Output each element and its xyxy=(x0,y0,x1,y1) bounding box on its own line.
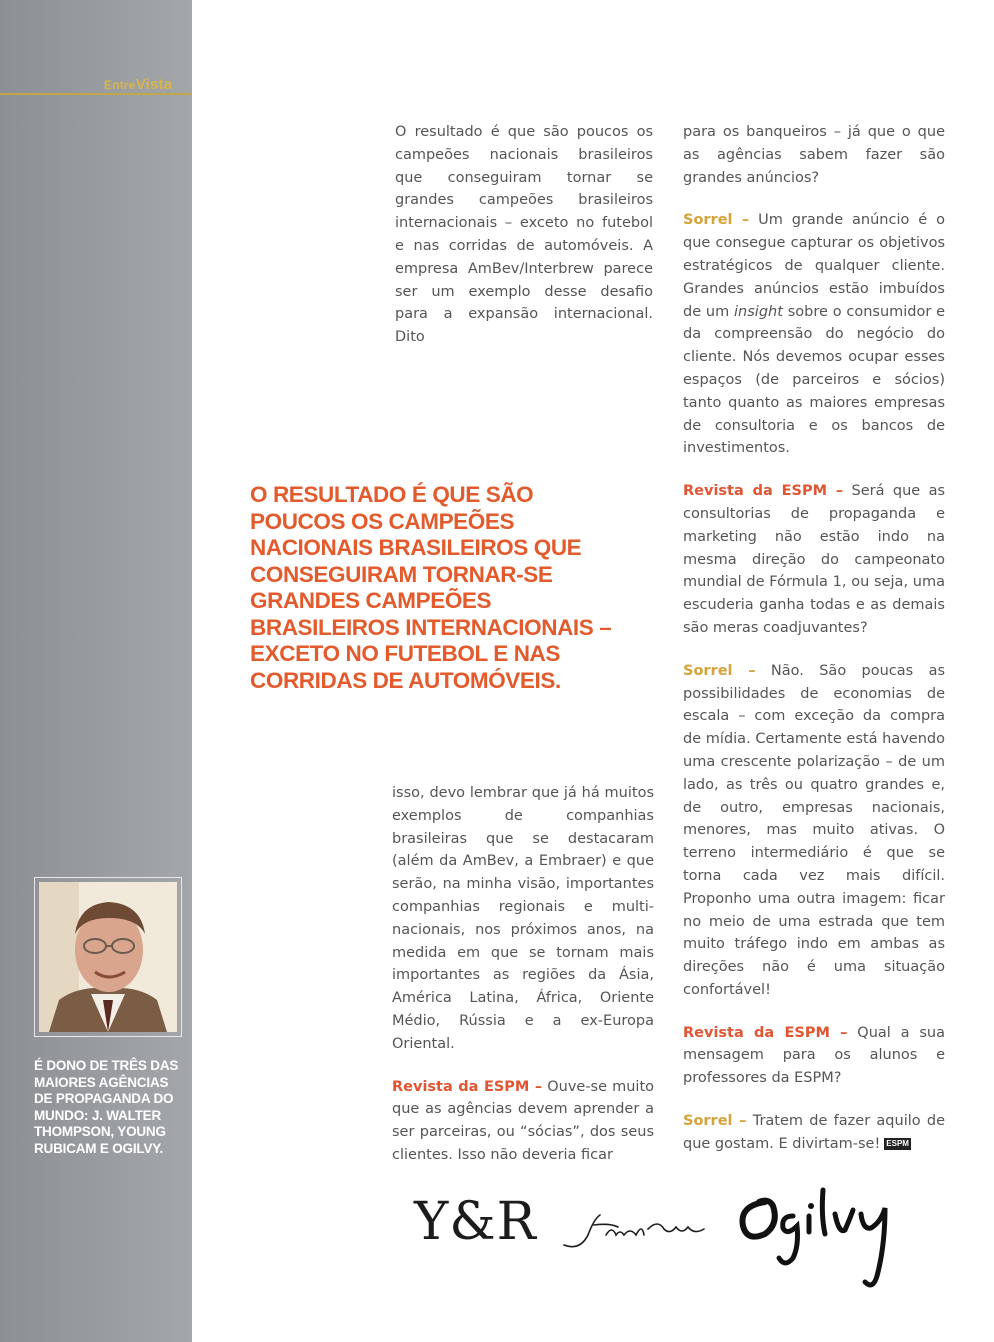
answer-label: Sorrel – xyxy=(683,212,750,229)
question-label: Revista da ESPM – xyxy=(683,483,844,500)
question-paragraph xyxy=(392,1076,654,1167)
question-label: Revista da ESPM – xyxy=(683,1024,848,1041)
logo-ogilvy-signature-icon xyxy=(735,1186,905,1296)
answer-paragraph xyxy=(683,1110,945,1156)
answer-italic: insight xyxy=(734,303,783,320)
question-text: Ouve-se muito que as agências devem aprender a ser parceiras, ou “sócias”, dos seus clientes. Isso não deveria ficar xyxy=(392,1078,655,1163)
portrait-icon xyxy=(39,882,177,1032)
answer-paragraph xyxy=(683,209,945,460)
column-1-bottom xyxy=(392,782,654,1167)
column-2 xyxy=(683,121,945,1156)
pull-quote: O RESULTADO É QUE SÃO POUCOS OS CAMPEÕES NACIONAIS BRASILEIROS QUE CONSEGUIRAM TORNAR-SE GRANDES CAMPEÕES BRASILEIROS INTERNACIONAIS – EXCETO NO FUTEBOL E NAS CORRIDAS DE AUTOMÓVEIS. xyxy=(250,482,612,693)
portrait-photo xyxy=(39,882,177,1032)
question-text: Qual a sua mensagem para os alunos e professores da ESPM? xyxy=(683,1024,945,1087)
logo-jwt-signature-icon xyxy=(560,1205,710,1255)
section-tag xyxy=(104,76,172,93)
body-paragraph: O resultado é que são poucos os campeões nacionais brasileiros que conseguiram tornar se grandes campeões brasileiros internacionais – exceto no futebol e nas corridas de automóveis. A empresa AmBev/Interbrew parece ser um exemplo desse desafio para a expansão internacional. Dito xyxy=(395,124,653,346)
section-rule xyxy=(0,93,192,95)
body-paragraph: para os banqueiros – já que o que as agências sabem fazer são grandes anúncios? xyxy=(683,124,945,186)
answer-text: Tratem de fazer aquilo de que gostam. E divirtam-se! xyxy=(683,1113,946,1152)
answer-text: Um grande anúncio é o que consegue capturar os objetivos estratégicos de qualquer cliente. Grandes anúncios estão imbuídos de um xyxy=(683,212,946,320)
photo-caption: É DONO DE TRÊS DAS MAIORES AGÊNCIAS DE PROPAGANDA DO MUNDO: J. WALTER THOMPSON, YOUNG RUBICAM E OGILVY. xyxy=(34,1058,179,1156)
question-paragraph xyxy=(683,480,945,640)
question-label: Revista da ESPM – xyxy=(392,1078,543,1095)
section-tag-part1: Entre xyxy=(104,78,136,92)
answer-text: Não. São poucas as possibilidades de economias de escala – com exceção da compra de mídia. Certamente está havendo uma crescente polarização – de um lado, as três ou quatro grandes e, de outro, empresas nacionais, menores, mas muito ativas. O terreno intermediário é que se torna cada vez mais difícil. Proponho uma outra imagem: ficar no meio de uma estrada que tem muito tráfego indo em ambas as direções não é uma situação confortável! xyxy=(683,662,946,998)
body-paragraph: isso, devo lembrar que já há muitos exemplos de companhias brasileiras que se destacaram (além da AmBev, a Embraer) e que serão, na minha visão, importantes companhias regionais e multi-nacionais, nos próximos anos, na medida em que se tornam mais importantes as regiões da Ásia, América Latina, África, Oriente Médio, Rússia e a ex-Europa Oriental. xyxy=(392,785,654,1052)
question-text: Será que as consultorias de propaganda e marketing não estão indo na mesma direção do campeonato mundial de Fórmula 1, ou seja, uma escuderia ganha todas e as demais são meras coadjuvantes? xyxy=(683,483,946,636)
answer-text: sobre o consumidor e da compreensão do negócio do cliente. Nós devemos ocupar esses espaços (de parceiros e sócios) tanto quanto as maiores empresas de consultoria e os bancos de investimentos. xyxy=(683,303,946,457)
question-paragraph xyxy=(683,1022,945,1090)
section-tag-part2: Vista xyxy=(135,76,173,93)
column-1-top xyxy=(395,121,653,349)
answer-label: Sorrel – xyxy=(683,1113,747,1130)
logo-young-rubicam: Y&R xyxy=(414,1192,537,1252)
portrait-frame xyxy=(34,877,182,1037)
answer-label: Sorrel – xyxy=(683,662,756,679)
end-badge: ESPM xyxy=(886,1138,909,1148)
answer-paragraph xyxy=(683,660,945,1002)
